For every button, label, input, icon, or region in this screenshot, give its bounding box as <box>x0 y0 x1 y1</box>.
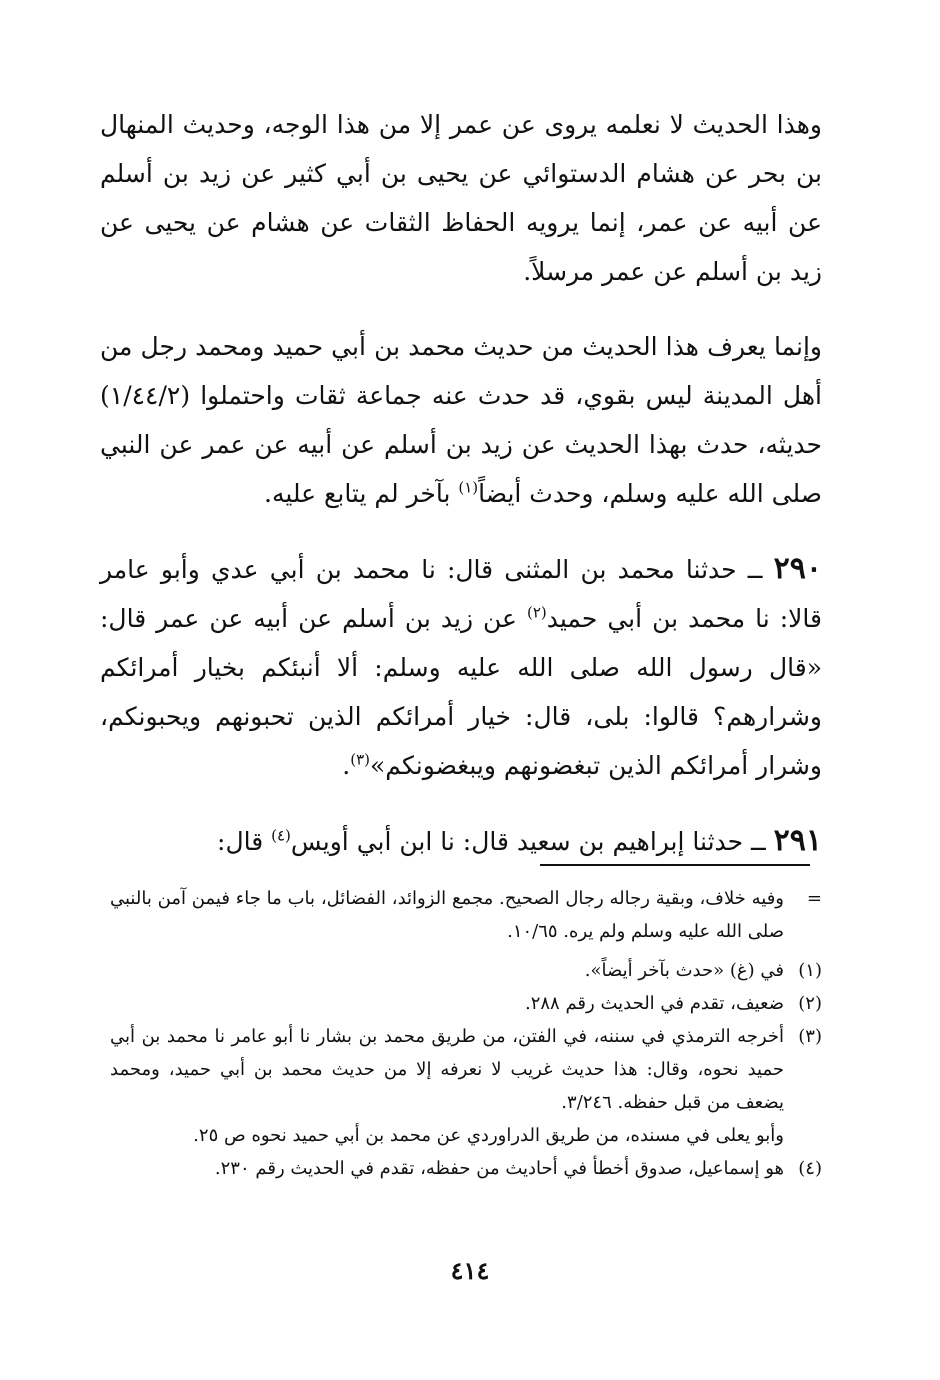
footnotes <box>110 882 822 1185</box>
footnote-2 <box>110 987 822 1020</box>
paragraph-2-tail: بآخر لم يتابع عليه. <box>264 479 459 508</box>
hadith-291-part1: ــ حدثنا إبراهيم بن سعيد قال: نا ابن أبي أويس <box>290 827 774 856</box>
hadith-290-part1: ــ حدثنا محمد بن المثنى قال: نا محمد بن أبي عدي وأبو عامر قالا: نا محمد بن أبي حميد <box>100 555 823 633</box>
hadith-290-part3: . <box>342 751 351 780</box>
hadith-291 <box>100 816 822 866</box>
hadith-number-291: ٢٩١ <box>773 823 822 858</box>
footnote-separator <box>540 864 810 866</box>
footnote-2-mark: (٢) <box>798 993 822 1014</box>
footnote-ref-3: (٣) <box>350 750 371 769</box>
continuation-mark: = <box>806 888 822 909</box>
footnote-3-cont-text: وأبو يعلى في مسنده، من طريق الدراوردي عن محمد بن أبي حميد نحوه ص ٢٥. <box>193 1125 784 1146</box>
footnote-ref-2: (٢) <box>526 603 547 622</box>
paragraph-2 <box>100 322 822 518</box>
main-text <box>100 100 822 882</box>
footnote-4-mark: (٤) <box>798 1158 822 1179</box>
footnote-3-mark: (٣) <box>798 1026 822 1047</box>
footnote-3 <box>110 1020 822 1119</box>
footnote-ref-1: (١) <box>458 478 479 497</box>
footnote-1 <box>110 954 822 987</box>
footnote-2-text: ضعيف، تقدم في الحديث رقم ٢٨٨. <box>524 993 784 1014</box>
paragraph-2-text: وإنما يعرف هذا الحديث من حديث محمد بن أبي حميد ومحمد رجل من أهل المدينة ليس بقوي، قد حدث عنه جماعة ثقات واحتملوا (١/٤٤/٢) حديثه، حدث بهذا الحديث عن زيد بن أسلم عن أبيه عن عمر عن النبي صلى الله عليه وسلم، وحدث أيضاً <box>100 332 822 508</box>
footnote-1-text: في (غ) «حدث بآخر أيضاً». <box>584 960 784 981</box>
continuation-text: وفيه خلاف، وبقية رجاله رجال الصحيح. مجمع الزوائد، الفضائل، باب ما جاء فيمن آمن بالنبي صلى الله عليه وسلم ولم يره. ١٠/٦٥. <box>110 888 785 942</box>
hadith-291-part2: قال: <box>217 827 272 856</box>
paragraph-1: وهذا الحديث لا نعلمه يروى عن عمر إلا من هذا الوجه، وحديث المنهال بن بحر عن هشام الدستوائي عن يحيى بن أبي كثير عن زيد بن أسلم عن أبيه عن عمر، إنما يرويه الحفاظ الثقات عن هشام عن يحيى عن زيد بن أسلم عن عمر مرسلاً. <box>100 110 822 286</box>
hadith-number-290: ٢٩٠ <box>773 551 822 586</box>
footnote-4-text: هو إسماعيل، صدوق أخطأ في أحاديث من حفظه، تقدم في الحديث رقم ٢٣٠. <box>214 1158 784 1179</box>
footnote-ref-4: (٤) <box>271 826 291 845</box>
footnote-1-mark: (١) <box>798 960 822 981</box>
footnote-3-text: أخرجه الترمذي في سننه، في الفتن، من طريق محمد بن بشار نا أبو عامر نا محمد بن أبي حميد نحوه، وقال: هذا حديث غريب لا نعرفه إلا من حديث محمد بن أبي حميد، ومحمد يضعف من قبل حفظه. ٣/٢٤٦. <box>110 1026 784 1113</box>
footnote-4 <box>110 1152 822 1185</box>
page-number: ٤١٤ <box>450 1256 490 1285</box>
hadith-290 <box>100 544 822 790</box>
footnote-3-continuation <box>110 1119 822 1152</box>
footnote-continuation <box>110 882 822 948</box>
hadith-290-part2: عن زيد بن أسلم عن أبيه عن عمر قال: «قال رسول الله صلى الله عليه وسلم: ألا أنبئكم بخيار أمرائكم وشرارهم؟ قالوا: بلى، قال: خيار أمرائكم الذين تحبونهم ويحبونكم، وشرار أمرائكم الذين تبغضونهم ويبغضونكم» <box>100 604 822 780</box>
